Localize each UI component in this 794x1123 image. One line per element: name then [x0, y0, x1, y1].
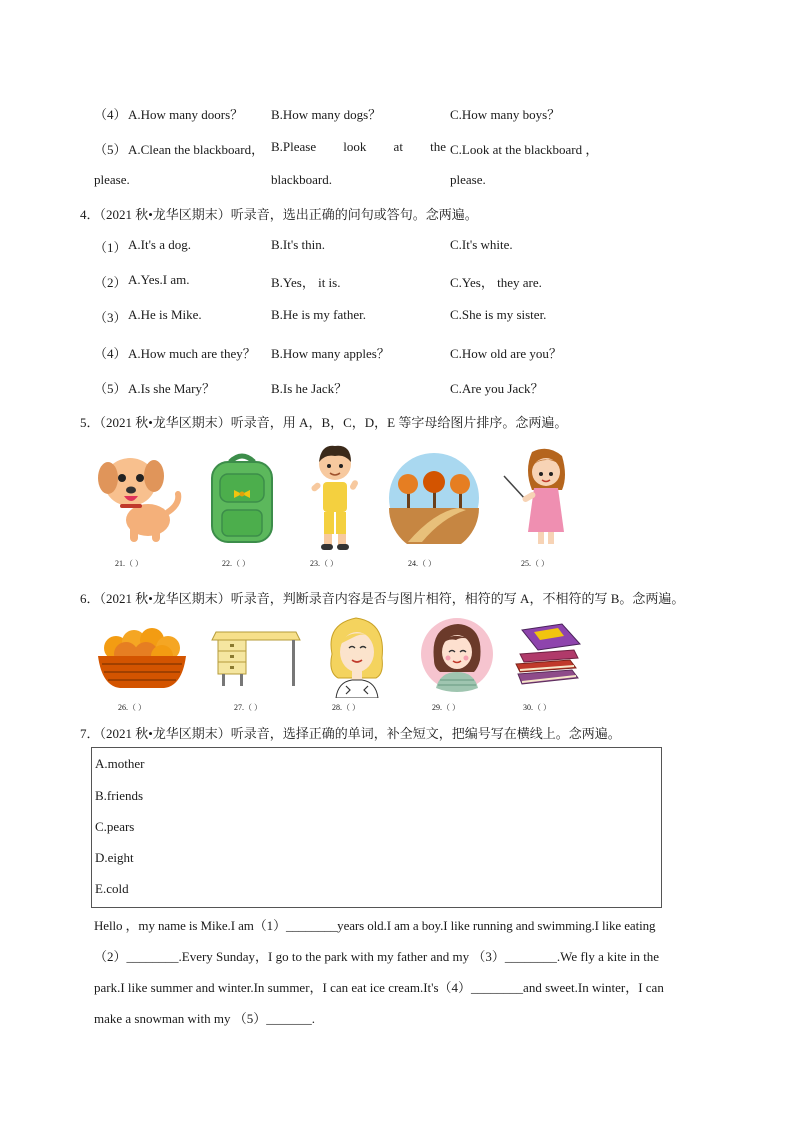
passage-line-1: Hello ，my name is Mike.I am（1）________years old.I am a boy.I like running and swimming.I like eating: [94, 918, 656, 933]
q3-row4-option-a: A.How many doors？: [128, 107, 244, 122]
smiling-girl-image: [420, 614, 494, 694]
passage-line-3: park.I like summer and winter.In summer，I can eat ice cream.It's（4）________and sweet.In winter，I can: [94, 980, 664, 995]
q5-heading: 5．（2021 秋•龙华区期末）听录音，用 A，B，C，D，E 等字母给图片排序。念两遍。: [80, 415, 568, 430]
picture-caption-26: 26.（ ）: [118, 703, 146, 712]
word-option-a: A.mother: [95, 756, 145, 771]
word-option-d: D.eight: [95, 850, 134, 865]
q4-row1-option-a: A.It's a dog.: [128, 237, 192, 252]
q3-row4-option-c: C.How many boys？: [450, 107, 561, 122]
picture-caption-21: 21.（ ）: [115, 559, 143, 568]
q3-row5-option-a: A.Clean the blackboard，: [128, 142, 265, 157]
backpack-image: [206, 452, 278, 544]
picture-caption-30: 30.（ ）: [523, 703, 551, 712]
word-bank-box: [91, 747, 662, 908]
picture-caption-24: 24.（ ）: [408, 559, 436, 568]
q4-row3-option-c: C.She is my sister.: [450, 307, 547, 322]
word-option-e: E.cold: [95, 881, 129, 896]
picture-caption-22: 22.（ ）: [222, 559, 250, 568]
q4-row5-num: （5）: [94, 381, 127, 396]
q3-row5-b-word: look: [343, 139, 367, 154]
q4-row3-option-b: B.He is my father.: [271, 307, 366, 322]
picture-caption-25: 25.（ ）: [521, 559, 549, 568]
q3-row5-option-b-cont: blackboard.: [271, 172, 333, 187]
q4-row3-option-a: A.He is Mike.: [128, 307, 202, 322]
desk-image: [210, 626, 302, 688]
q4-row4-option-a: A.How much are they？: [128, 346, 256, 361]
q3-row5-option-c-cont: please.: [450, 172, 486, 187]
q4-row1-option-b: B.It's thin.: [271, 237, 325, 252]
q3-row5-b-word: at: [393, 139, 403, 154]
word-option-c: C.pears: [95, 819, 135, 834]
q3-row5-b-word: the: [430, 139, 446, 154]
q4-row3-num: （3）: [94, 310, 127, 325]
q7-heading: 7．（2021 秋•龙华区期末）听录音，选择正确的单词，补全短文，把编号写在横线上。念两遍。: [80, 726, 621, 741]
stack-of-books-image: [512, 620, 586, 692]
passage-line-4: make a snowman with my （5）_______.: [94, 1011, 315, 1026]
q4-row4-option-b: B.How many apples？: [271, 346, 390, 361]
q3-row5-b-word: B.Please: [271, 139, 317, 154]
blonde-woman-image: [322, 614, 392, 698]
picture-caption-28: 28.（ ）: [332, 703, 360, 712]
passage-line-2: （2）________.Every Sunday，I go to the park with my father and my （3）________.We fly a kite in the: [94, 949, 660, 964]
picture-caption-23: 23.（ ）: [310, 559, 338, 568]
q4-heading: 4．（2021 秋•龙华区期末）听录音，选出正确的问句或答句。念两遍。: [80, 207, 478, 222]
teacher-girl-image: [502, 446, 582, 548]
q3-row5-option-c: C.Look at the blackboard ，: [450, 142, 599, 157]
puppy-image: [94, 446, 186, 546]
q4-row5-option-c: C.Are you Jack？: [450, 381, 544, 396]
q3-row5-option-b: [271, 139, 446, 155]
q4-row2-option-c: C.Yes， they are.: [450, 275, 542, 290]
q3-row5-num: （5）: [94, 142, 127, 157]
q6-heading: 6．（2021 秋•龙华区期末）听录音，判断录音内容是否与图片相符，相符的写 A，不相符的写 B。念两遍。: [80, 591, 685, 606]
q4-row4-num: （4）: [94, 346, 127, 361]
autumn-scene-image: [388, 452, 480, 544]
q4-row1-option-c: C.It's white.: [450, 237, 513, 252]
q4-row1-num: （1）: [94, 240, 127, 255]
boy-image: [305, 442, 365, 554]
q3-row4-option-b: B.How many dogs？: [271, 107, 382, 122]
q3-row5-option-a-cont: please.: [94, 172, 130, 187]
q4-row2-option-a: A.Yes.I am.: [128, 272, 190, 287]
q4-row5-option-b: B.Is he Jack？: [271, 381, 348, 396]
picture-caption-27: 27.（ ）: [234, 703, 262, 712]
word-option-b: B.friends: [95, 788, 144, 803]
q3-row4-num: （4）: [94, 107, 127, 122]
q4-row4-option-c: C.How old are you？: [450, 346, 562, 361]
q4-row5-option-a: A.Is she Mary？: [128, 381, 216, 396]
picture-caption-29: 29.（ ）: [432, 703, 460, 712]
basket-of-oranges-image: [94, 622, 190, 692]
q4-row2-option-b: B.Yes， it is.: [271, 275, 341, 290]
q4-row2-num: （2）: [94, 275, 127, 290]
